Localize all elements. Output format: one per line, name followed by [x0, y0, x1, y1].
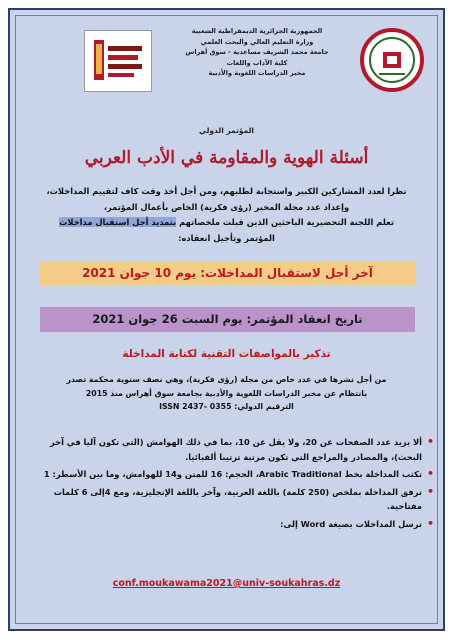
- deadline-banner: آخر أجل لاستقبال المداخلات: يوم 10 جوان 2021: [40, 261, 415, 286]
- intro-line-2: وإعداد عدد مجلة المخبر (رؤى فكرية) الخاص بأعمال المؤتمر،: [103, 201, 350, 212]
- extension-highlight: بتمديد أجل استقبال مداخلات: [59, 217, 177, 227]
- publication-line-2: بانتظام عن مخبر الدراسات اللغوية والأدبية بجامعة سوق أهراس منذ 2015: [85, 388, 368, 398]
- intro-line-1: نظرا لعدد المشاركين الكبير واستجابة لطلبهم، ومن أجل أخذ وقت كاف لتقييم المداخلات،: [46, 186, 407, 196]
- submission-email-link[interactable]: conf.moukawama2021@univ-soukahras.dz: [112, 578, 341, 589]
- header-line-ministry: وزارة التعليم العالي والبحث العلمي: [200, 37, 314, 46]
- header-line-faculty: كلية الآداب واللغات: [226, 58, 288, 67]
- intro-line-3-text: تعلم اللجنة التحضيرية الباحثين الذين قبلت ملخصاتهم: [176, 217, 394, 227]
- publication-issn: الترقيم الدولي: ISSN 2437- 0355: [159, 402, 294, 411]
- header: [14, 20, 434, 115]
- conference-date-banner: تاريخ انعقاد المؤتمر: يوم السبت 26 جوان 2021: [40, 307, 415, 332]
- lab-logo-graphic: [88, 34, 148, 88]
- intro-line-3: [20, 215, 433, 231]
- rule-item-submission: • ترسل المداخلات بصيغة Word إلى:: [22, 517, 422, 532]
- reminder-title: تذكير بالمواصفات التقنية لكتابة المداخلة: [122, 348, 331, 360]
- technical-rules-list: [22, 435, 436, 534]
- lab-logo-icon: [84, 30, 152, 92]
- rule-item-font: • تكتب المداخلة بخط Arabic Traditional، الحجم: 16 للمتن و14 للهوامش، وما بين الأسطر: 1: [22, 467, 422, 482]
- university-seal-icon: [359, 26, 425, 96]
- conference-title: أسئلة الهوية والمقاومة في الأدب العربي: [84, 148, 369, 168]
- intro-paragraph: [14, 184, 439, 246]
- intro-line-4: المؤتمر وتأجيل انعقاده:: [178, 232, 275, 243]
- header-institution-text: [162, 26, 352, 79]
- conference-label: المؤتمر الدولي: [198, 126, 255, 135]
- rule-item-abstract: • ترفق المداخلة بملخص (250 كلمة) باللغة العربية، وآخر باللغة الإنجليزية، ومع 4إلى 6 كلمات مفتاحية.: [22, 485, 422, 514]
- university-seal-graphic: [359, 26, 425, 96]
- publication-paragraph: [14, 373, 439, 414]
- rule-item-pages: • ألا يزيد عدد الصفحات عن 20، ولا يقل عن 10، بما في ذلك الهوامش (التي تكون آليا في آخر البحث)، والمصادر والمراجع التي تكون مرتبة ترتيبا ألفبائيا.: [22, 435, 422, 464]
- header-line-lab: مخبر الدراسات اللغوية والأدبية: [208, 69, 306, 77]
- header-line-university: جامعة محمد الشريف مساعدية - سوق أهراس: [185, 48, 329, 56]
- header-line-country: الجمهورية الجزائرية الديمقراطية الشعبية: [191, 27, 323, 35]
- publication-line-1: من أجل نشرها في عدد خاص من مجلة (رؤى فكرية)، وهي نصف سنوية محكمة تصدر: [66, 375, 387, 384]
